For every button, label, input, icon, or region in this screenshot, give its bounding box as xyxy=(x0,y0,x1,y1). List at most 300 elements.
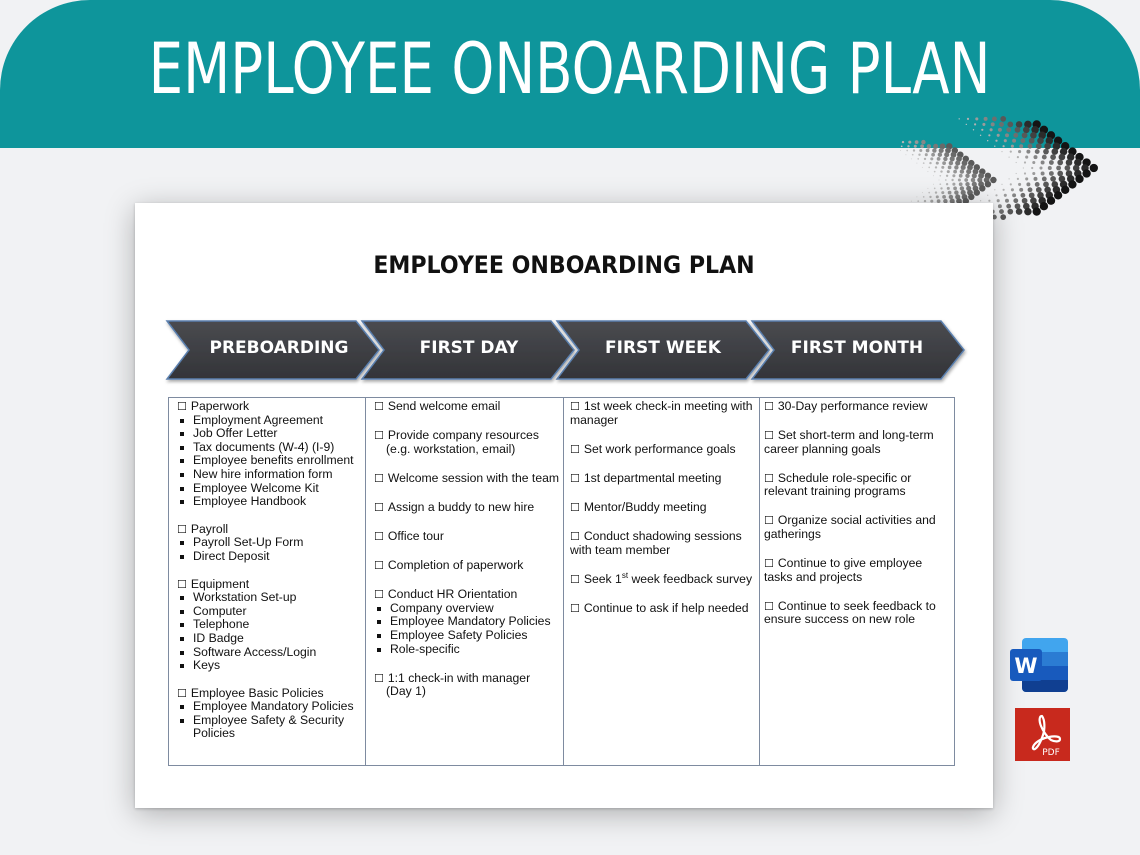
decorative-dot xyxy=(907,145,909,147)
decorative-dot xyxy=(1000,116,1006,122)
decorative-dot xyxy=(932,148,936,152)
group-payroll xyxy=(177,523,365,564)
list-item: New hire information form xyxy=(193,468,365,482)
list-item: Employee Welcome Kit xyxy=(193,482,365,496)
decorative-dot xyxy=(1013,198,1018,203)
decorative-dot xyxy=(923,162,925,164)
decorative-dot xyxy=(995,140,997,142)
decorative-dot xyxy=(959,182,963,186)
decorative-dot xyxy=(960,169,964,173)
decorative-dot xyxy=(1004,194,1007,197)
decorative-dot xyxy=(988,200,990,202)
decorative-dot xyxy=(942,195,946,199)
decorative-dot xyxy=(953,187,957,191)
decorative-dot xyxy=(998,128,1002,132)
decorative-dot xyxy=(952,174,955,177)
decorative-dot xyxy=(936,162,939,165)
decorative-dot xyxy=(1008,156,1009,157)
decorative-dot xyxy=(915,140,919,144)
task-item xyxy=(374,672,563,699)
column-first-week xyxy=(563,398,759,765)
list-item: Computer xyxy=(193,605,365,619)
decorative-dot xyxy=(949,161,953,165)
decorative-dot xyxy=(939,148,944,153)
decorative-dot xyxy=(1010,151,1012,153)
list-item: Employee Safety Policies xyxy=(390,629,563,643)
task-line: ☐ Schedule role-specific or xyxy=(764,472,954,486)
decorative-dot xyxy=(929,162,931,164)
decorative-dot xyxy=(1041,161,1045,165)
decorative-dot xyxy=(944,152,949,157)
decorative-dot xyxy=(1037,137,1044,144)
decorative-dot xyxy=(1007,122,1013,128)
word-icon xyxy=(1008,636,1070,694)
task-line: ☐ Continue to give employee xyxy=(764,557,954,571)
task-text: Seek 1 xyxy=(583,571,622,586)
decorative-dot xyxy=(998,204,1002,208)
pdf-icon xyxy=(1015,708,1070,761)
list-item: Keys xyxy=(193,659,365,673)
decorative-dot xyxy=(1044,143,1051,150)
decorative-dot xyxy=(947,170,950,173)
task-line: ☐ Conduct shadowing sessions xyxy=(570,530,759,544)
list-item: Direct Deposit xyxy=(193,550,365,564)
decorative-dot xyxy=(1033,207,1041,215)
decorative-dot xyxy=(1001,151,1002,152)
decorative-dot xyxy=(934,171,936,173)
decorative-dot xyxy=(1050,176,1056,182)
task-item xyxy=(374,588,563,656)
decorative-dot xyxy=(952,183,955,186)
decorative-dot xyxy=(1000,214,1006,220)
decorative-dot xyxy=(935,166,937,168)
decorative-dot xyxy=(926,149,930,153)
decorative-dot xyxy=(968,194,974,200)
decorative-dot xyxy=(945,179,947,181)
decorative-dot xyxy=(1075,175,1083,183)
list-item: Employment Agreement xyxy=(193,414,365,428)
decorative-dot xyxy=(939,183,941,185)
decorative-dot xyxy=(1036,143,1042,149)
decorative-dot xyxy=(965,174,969,178)
list-item: Payroll Set-Up Form xyxy=(193,536,365,550)
decorative-dot xyxy=(1004,139,1007,142)
decorative-dot xyxy=(990,177,996,183)
decorative-dot xyxy=(919,149,922,152)
decorative-dot xyxy=(995,194,997,196)
decorative-dot xyxy=(950,156,955,161)
decorative-dot xyxy=(925,153,928,156)
decorative-dot xyxy=(941,191,944,194)
decorative-dot xyxy=(1005,133,1009,137)
list-item: Employee Safety & Security xyxy=(193,714,365,728)
decorative-dot xyxy=(1018,183,1021,186)
task-item: ☐ Office tour xyxy=(374,530,563,544)
decorative-dot xyxy=(980,200,981,201)
task-item xyxy=(764,472,954,499)
task-item: ☐ Set work performance goals xyxy=(570,443,759,457)
onboarding-table xyxy=(168,397,955,766)
decorative-dot xyxy=(922,192,923,193)
decorative-dot xyxy=(1043,149,1049,155)
decorative-dot xyxy=(937,157,941,161)
decorative-dot xyxy=(1052,148,1059,155)
decorative-dot xyxy=(935,191,937,193)
decorative-dot xyxy=(1029,138,1035,144)
decorative-dot xyxy=(1010,183,1012,185)
decorative-dot xyxy=(1008,178,1009,179)
decorative-dot xyxy=(966,124,967,125)
document-title: EMPLOYEE ONBOARDING PLAN xyxy=(373,251,755,279)
decorative-dot xyxy=(942,161,946,165)
task-line: manager xyxy=(570,412,619,427)
decorative-dot xyxy=(927,171,928,172)
decorative-dot xyxy=(1042,155,1047,160)
decorative-dot xyxy=(911,201,912,202)
decorative-dot xyxy=(1068,180,1076,188)
decorative-dot xyxy=(1031,167,1033,169)
list-item: Role-specific xyxy=(390,643,563,657)
decorative-dot xyxy=(1029,192,1035,198)
decorative-dot xyxy=(920,144,924,148)
decorative-dot xyxy=(916,163,917,164)
decorative-dot xyxy=(987,195,988,196)
decorative-dot xyxy=(958,178,961,181)
decorative-dot xyxy=(1007,209,1013,215)
decorative-dot xyxy=(1017,156,1019,158)
task-item: ☐ 1st departmental meeting xyxy=(570,472,759,486)
task-line: career planning goals xyxy=(764,441,881,456)
decorative-dot xyxy=(1020,193,1025,198)
decorative-dot xyxy=(1057,160,1063,166)
decorative-dot xyxy=(930,157,933,160)
decorative-dot xyxy=(999,122,1004,127)
decorative-dot xyxy=(1016,208,1023,215)
decorative-dot xyxy=(1050,154,1056,160)
task-item xyxy=(570,570,759,587)
task-item: ☐ Send welcome email xyxy=(374,400,563,414)
decorative-dot xyxy=(1013,133,1018,138)
decorative-dot xyxy=(938,152,942,156)
decorative-dot xyxy=(912,154,914,156)
decorative-dot xyxy=(1028,187,1033,192)
decorative-dot xyxy=(955,161,960,166)
list-item: Software Access/Login xyxy=(193,646,365,660)
task-line: with team member xyxy=(570,542,671,557)
task-item xyxy=(764,514,954,541)
decorative-dot xyxy=(933,144,938,149)
task-item xyxy=(570,400,759,427)
decorative-dot xyxy=(1016,173,1017,174)
decorative-dot xyxy=(1028,144,1033,149)
phase-label-first-month: FIRST MONTH xyxy=(790,338,924,358)
decorative-dot xyxy=(988,134,990,136)
decorative-dot xyxy=(1049,171,1054,176)
decorative-dot xyxy=(929,196,931,198)
decorative-dot xyxy=(928,192,930,194)
column-first-day xyxy=(365,398,563,765)
task-item: ☐ Continue to ask if help needed xyxy=(570,602,759,616)
decorative-dot xyxy=(918,154,920,156)
group-paperwork xyxy=(177,400,365,509)
task-line: (e.g. workstation, email) xyxy=(386,441,516,456)
decorative-dot xyxy=(1048,166,1052,170)
decorative-dot xyxy=(992,116,997,121)
task-item: ☐ Welcome session with the team xyxy=(374,472,563,486)
decorative-dot xyxy=(964,178,968,182)
checkbox-item: ☐ Payroll xyxy=(177,523,365,537)
decorative-dot xyxy=(931,153,935,157)
decorative-dot xyxy=(1012,193,1016,197)
pdf-icon-label: PDF xyxy=(1042,748,1060,758)
decorative-dot xyxy=(1015,203,1021,209)
decorative-dot xyxy=(927,144,931,148)
decorative-dot xyxy=(949,195,953,199)
list-item: ID Badge xyxy=(193,632,365,646)
decorative-dot xyxy=(1018,150,1021,153)
decorative-dot xyxy=(966,169,971,174)
decorative-dot xyxy=(924,200,926,202)
word-icon-letter: W xyxy=(1014,654,1038,678)
decorative-dot xyxy=(1026,182,1030,186)
list-item: Workstation Set-up xyxy=(193,591,365,605)
decorative-dot xyxy=(1016,162,1017,163)
decorative-dot xyxy=(1054,191,1062,199)
decorative-dot xyxy=(1026,150,1030,154)
decorative-dot xyxy=(953,170,957,174)
decorative-dot xyxy=(954,190,958,194)
decorative-dot xyxy=(1034,155,1038,159)
decorative-dot xyxy=(1049,160,1054,165)
decorative-dot xyxy=(985,181,991,187)
decorative-dot xyxy=(973,129,974,130)
phase-label-first-day: FIRST DAY xyxy=(419,338,519,358)
decorative-dot xyxy=(1022,198,1028,204)
decorative-dot xyxy=(1020,138,1025,143)
decorative-dot xyxy=(984,117,988,121)
decorative-dot xyxy=(979,185,985,191)
decorative-dot xyxy=(922,167,923,168)
column-preboarding xyxy=(169,398,365,765)
decorative-dot xyxy=(1039,166,1042,169)
onboarding-document xyxy=(135,203,993,808)
decorative-dot xyxy=(1056,166,1061,171)
list-item: Telephone xyxy=(193,618,365,632)
task-item xyxy=(764,429,954,456)
decorative-dot xyxy=(991,122,995,126)
decorative-dot xyxy=(1040,202,1048,210)
decorative-dot xyxy=(948,166,952,170)
decorative-dot xyxy=(960,186,964,190)
checkbox-item: ☐ Paperwork xyxy=(177,400,365,414)
decorative-dot xyxy=(911,158,912,159)
decorative-dot xyxy=(1023,167,1024,168)
phase-label-first-week: FIRST WEEK xyxy=(605,338,721,358)
decorative-dot xyxy=(1043,182,1049,188)
decorative-dot xyxy=(951,179,953,181)
decorative-dot xyxy=(1032,161,1035,164)
decorative-dot xyxy=(1042,176,1047,181)
decorative-dot xyxy=(1005,199,1009,203)
decorative-dot xyxy=(900,150,901,151)
list-item: Company overview xyxy=(390,602,563,616)
decorative-dot xyxy=(1034,177,1038,181)
task-item xyxy=(764,557,954,584)
decorative-dot xyxy=(917,158,919,160)
decorative-dot xyxy=(908,141,911,144)
task-line: ☐ Organize social activities and xyxy=(764,514,954,528)
task-line: ☐ Provide company resources xyxy=(374,429,563,443)
task-line: gatherings xyxy=(764,527,821,542)
decorative-dot xyxy=(947,187,950,190)
decorative-dot xyxy=(959,174,963,178)
decorative-dot xyxy=(938,179,939,180)
decorative-dot xyxy=(933,175,934,176)
decorative-dot xyxy=(1041,172,1045,176)
decorative-dot xyxy=(1006,127,1011,132)
task-item: ☐ Mentor/Buddy meeting xyxy=(570,501,759,515)
decorative-dot xyxy=(917,200,919,202)
list-item-continued: Policies xyxy=(193,726,235,741)
decorative-dot xyxy=(1019,188,1023,192)
decorative-dot xyxy=(927,188,928,189)
decorative-dot xyxy=(1032,172,1035,175)
decorative-dot xyxy=(1024,161,1026,163)
decorative-dot xyxy=(975,117,978,120)
decorative-dot xyxy=(972,173,977,178)
task-line: ☐ 1st week check-in meeting with xyxy=(570,400,759,414)
decorative-dot xyxy=(914,145,917,148)
decorative-dot xyxy=(924,158,926,160)
decorative-dot xyxy=(939,175,941,177)
decorative-dot xyxy=(994,189,995,190)
decorative-dot xyxy=(1017,178,1019,180)
decorative-dot xyxy=(946,175,948,177)
decorative-dot xyxy=(982,123,985,126)
decorative-dot xyxy=(1047,197,1055,205)
decorative-dot xyxy=(1025,177,1028,180)
task-line: ensure success on new role xyxy=(764,612,916,627)
decorative-dot xyxy=(923,196,925,198)
decorative-dot xyxy=(1082,169,1090,177)
list-item: Employee Mandatory Policies xyxy=(390,615,563,629)
banner-title: EMPLOYEE ONBOARDING PLAN xyxy=(148,28,991,110)
ordinal-suffix: st xyxy=(621,570,629,580)
decorative-dot xyxy=(1011,145,1014,148)
decorative-dot xyxy=(997,199,1000,202)
decorative-dot xyxy=(1024,172,1026,174)
decorative-dot xyxy=(1006,204,1011,209)
decorative-dot xyxy=(916,196,917,197)
decorative-dot xyxy=(994,146,995,147)
task-item: ☐ Assign a buddy to new hire xyxy=(374,501,563,515)
list-item: Employee benefits enrollment xyxy=(193,454,365,468)
decorative-dot xyxy=(1012,139,1016,143)
checkbox-item: ☐ Employee Basic Policies xyxy=(177,687,365,701)
decorative-dot xyxy=(936,195,939,198)
decorative-dot xyxy=(1023,127,1030,134)
decorative-dot xyxy=(1065,165,1071,171)
decorative-dot xyxy=(934,188,936,190)
decorative-dot xyxy=(1036,187,1042,193)
decorative-dot xyxy=(1059,154,1066,161)
task-line: ☐ Continue to seek feedback to xyxy=(764,600,954,614)
task-item: ☐ Completion of paperwork xyxy=(374,559,563,573)
decorative-dot xyxy=(940,170,942,172)
task-line: ☐ Set short-term and long-term xyxy=(764,429,954,443)
decorative-dot xyxy=(1001,184,1002,185)
decorative-dot xyxy=(1025,156,1028,159)
task-item xyxy=(570,530,759,557)
decorative-dot xyxy=(974,123,976,125)
decorative-dot xyxy=(921,140,925,144)
decorative-dot xyxy=(1019,144,1023,148)
task-item: ☐ 30-Day performance review xyxy=(764,400,954,414)
list-item: Job Offer Letter xyxy=(193,427,365,441)
decorative-dot xyxy=(990,128,993,131)
decorative-dot xyxy=(1035,149,1040,154)
decorative-dot xyxy=(1003,189,1005,191)
decorative-dot xyxy=(906,150,908,152)
decorative-dot xyxy=(948,191,952,195)
task-text: week feedback survey xyxy=(628,571,753,586)
decorative-dot xyxy=(954,165,958,169)
decorative-dot xyxy=(943,157,947,161)
group-equipment xyxy=(177,578,365,673)
decorative-dot xyxy=(928,167,930,169)
decorative-dot xyxy=(987,140,988,141)
group-policies xyxy=(177,687,365,741)
decorative-dot xyxy=(1011,188,1014,191)
decorative-dot xyxy=(933,184,934,185)
list-item: Employee Mandatory Policies xyxy=(193,700,365,714)
decorative-dot xyxy=(965,182,969,186)
decorative-dot xyxy=(974,189,980,195)
decorative-dot xyxy=(1030,132,1037,139)
decorative-dot xyxy=(981,129,983,131)
column-first-month xyxy=(759,398,954,765)
checkbox-item: ☐ Equipment xyxy=(177,578,365,592)
decorative-dot xyxy=(971,178,975,182)
decorative-dot xyxy=(901,145,903,147)
task-item xyxy=(374,429,563,456)
decorative-dot xyxy=(941,166,944,169)
phase-label-preboarding: PREBOARDING xyxy=(209,338,349,358)
decorative-dot xyxy=(905,154,906,155)
decorative-dot xyxy=(1003,145,1005,147)
decorative-dot xyxy=(959,118,960,119)
decorative-dot xyxy=(1022,132,1028,138)
decorative-dot xyxy=(1015,127,1021,133)
decorative-dot xyxy=(1024,208,1031,215)
decorative-dot xyxy=(1066,159,1073,166)
decorative-dot xyxy=(961,165,966,170)
decorative-dot xyxy=(1035,182,1040,187)
decorative-dot xyxy=(1061,186,1069,194)
decorative-dot xyxy=(967,118,969,120)
list-item: Employee Handbook xyxy=(193,495,365,509)
task-line: (Day 1) xyxy=(386,684,426,699)
task-line: ☐ Conduct HR Orientation xyxy=(374,588,563,602)
task-item xyxy=(764,600,954,627)
decorative-dot xyxy=(980,135,981,136)
task-line: ☐ 1:1 check-in with manager xyxy=(374,672,563,686)
decorative-dot xyxy=(1016,121,1023,128)
decorative-dot xyxy=(997,134,1000,137)
decorative-dot xyxy=(940,187,942,189)
decorative-dot xyxy=(913,149,915,151)
decorative-dot xyxy=(946,183,948,185)
